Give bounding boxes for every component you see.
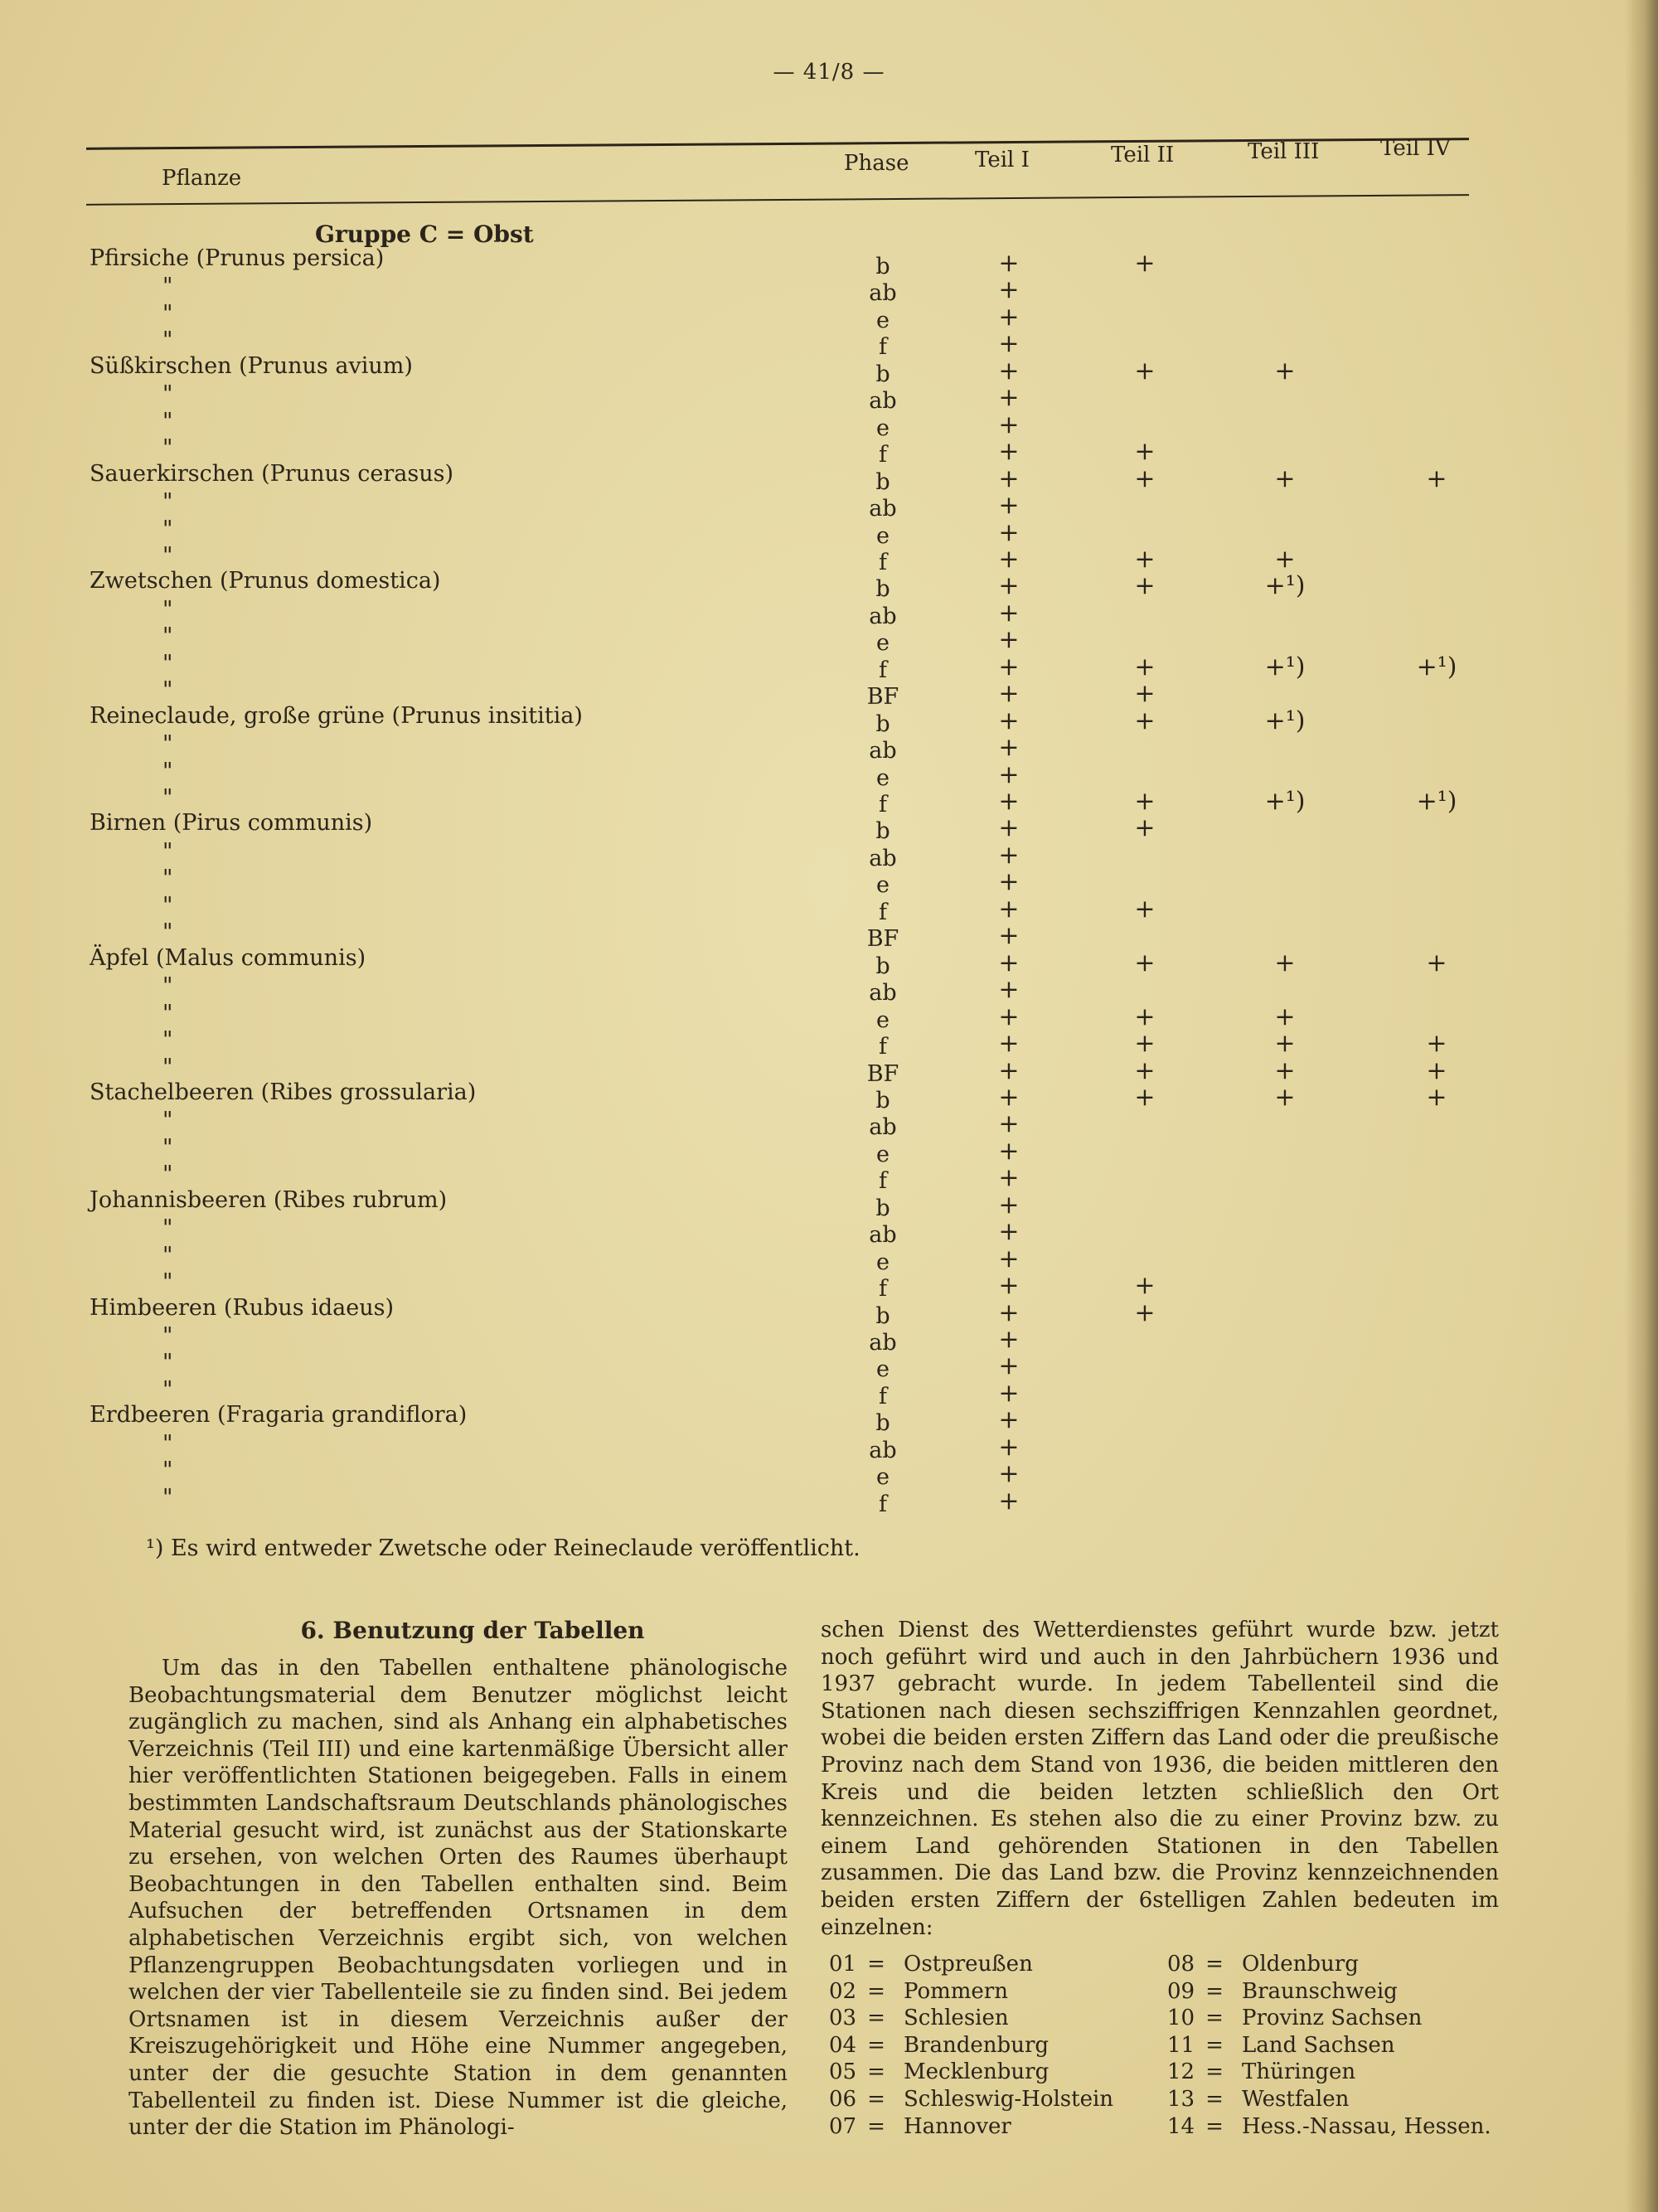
ditto-mark: " bbox=[162, 1162, 173, 1188]
province-code-list bbox=[829, 1952, 1509, 2141]
teil2-cell: + bbox=[1134, 813, 1156, 843]
teil1-cell: + bbox=[998, 1217, 1020, 1247]
phase-cell: e bbox=[876, 1007, 890, 1033]
teil1-cell: + bbox=[998, 1002, 1020, 1031]
teil1-cell: + bbox=[998, 1325, 1020, 1354]
phase-cell: ab bbox=[869, 980, 897, 1007]
table-row bbox=[0, 460, 1492, 495]
teil4-cell: + bbox=[1426, 1055, 1447, 1085]
table-row bbox=[0, 352, 1492, 387]
table-row bbox=[0, 568, 1492, 603]
table-row bbox=[0, 866, 1492, 899]
table-row bbox=[0, 1402, 1492, 1437]
province-code-number: 04 bbox=[829, 2032, 857, 2058]
teil1-cell: + bbox=[998, 975, 1020, 1005]
province-name: Westfalen bbox=[1242, 2086, 1350, 2112]
equals-sign: = bbox=[1205, 2113, 1224, 2139]
table-row bbox=[0, 1215, 1492, 1249]
header-teil4: Teil IV bbox=[1380, 136, 1451, 161]
ditto-mark: " bbox=[162, 596, 173, 623]
body-column-right bbox=[821, 1617, 1499, 1941]
teil1-cell: + bbox=[998, 598, 1020, 628]
phase-cell: b bbox=[875, 254, 890, 279]
phase-cell: ab bbox=[869, 1222, 897, 1249]
table-row bbox=[0, 1079, 1492, 1113]
teil3-cell: + bbox=[1274, 544, 1296, 574]
teil2-cell: + bbox=[1134, 1298, 1156, 1327]
phase-cell: ab bbox=[869, 738, 897, 764]
phase-cell: e bbox=[876, 1464, 890, 1491]
plant-name: Äpfel (Malus communis) bbox=[90, 944, 366, 971]
phase-cell: f bbox=[879, 442, 887, 468]
teil1-cell: + bbox=[998, 1405, 1020, 1435]
teil1-cell: + bbox=[998, 383, 1020, 413]
teil1-cell: + bbox=[998, 1109, 1020, 1139]
code-row bbox=[829, 2114, 1509, 2142]
ditto-mark: " bbox=[162, 1108, 173, 1134]
phase-cell: e bbox=[876, 415, 890, 441]
table-footnote: ¹) Es wird entweder Zwetsche oder Reineclaude veröffentlicht. bbox=[146, 1535, 861, 1561]
teil1-cell: + bbox=[998, 491, 1020, 521]
phase-cell: e bbox=[876, 1141, 890, 1167]
ditto-mark: " bbox=[162, 758, 173, 784]
province-code-number: 02 bbox=[829, 1978, 857, 2004]
teil4-cell: +¹) bbox=[1416, 652, 1457, 682]
province-name: Pommern bbox=[904, 1978, 1008, 2004]
teil2-cell: + bbox=[1134, 679, 1156, 709]
teil2-cell: + bbox=[1134, 437, 1156, 467]
equals-sign: = bbox=[867, 1978, 885, 2004]
teil2-cell: + bbox=[1134, 652, 1156, 682]
teil1-cell: + bbox=[998, 1432, 1020, 1462]
teil1-cell: + bbox=[998, 544, 1020, 574]
phase-cell: e bbox=[876, 764, 890, 791]
ditto-mark: " bbox=[162, 1134, 173, 1161]
table-row bbox=[0, 892, 1492, 925]
phase-cell: e bbox=[876, 522, 890, 549]
ditto-mark: " bbox=[162, 866, 173, 892]
table-row bbox=[0, 516, 1492, 549]
phase-cell: b bbox=[875, 1410, 890, 1437]
page-binding-edge bbox=[1625, 0, 1658, 2212]
teil3-cell: + bbox=[1274, 463, 1296, 493]
teil1-cell: + bbox=[998, 517, 1020, 547]
phase-cell: ab bbox=[869, 1330, 897, 1356]
teil2-cell: + bbox=[1134, 894, 1156, 924]
teil1-cell: + bbox=[998, 813, 1020, 843]
teil1-cell: + bbox=[998, 840, 1020, 870]
ditto-mark: " bbox=[162, 274, 173, 300]
teil3-cell: +¹) bbox=[1264, 787, 1306, 816]
ditto-mark: " bbox=[162, 973, 173, 1000]
phase-cell: f bbox=[879, 792, 887, 817]
code-row bbox=[829, 2006, 1509, 2033]
code-row bbox=[829, 1952, 1509, 1979]
ditto-mark: " bbox=[162, 785, 173, 811]
teil2-cell: + bbox=[1134, 249, 1156, 278]
teil1-cell: + bbox=[998, 437, 1020, 467]
ditto-mark: " bbox=[162, 1376, 173, 1403]
ditto-mark: " bbox=[162, 1323, 173, 1349]
teil4-cell: +¹) bbox=[1416, 787, 1457, 816]
province-code-number: 01 bbox=[829, 1952, 857, 1977]
province-name: Ostpreußen bbox=[904, 1952, 1033, 1977]
teil3-cell: + bbox=[1274, 1029, 1296, 1059]
teil1-cell: + bbox=[998, 1136, 1020, 1166]
phase-cell: ab bbox=[869, 603, 897, 629]
plant-name: Johannisbeeren (Ribes rubrum) bbox=[90, 1186, 448, 1213]
phase-cell: e bbox=[876, 872, 890, 899]
table-row bbox=[0, 1323, 1492, 1356]
ditto-mark: " bbox=[162, 1430, 173, 1457]
phase-cell: ab bbox=[869, 1114, 897, 1141]
phase-cell: ab bbox=[869, 496, 897, 522]
province-name: Braunschweig bbox=[1242, 1978, 1398, 2004]
table-row bbox=[0, 1484, 1492, 1517]
phase-cell: ab bbox=[869, 845, 897, 871]
province-name: Hess.-Nassau, Hessen. bbox=[1242, 2113, 1491, 2139]
table-row bbox=[0, 1458, 1492, 1491]
ditto-mark: " bbox=[162, 650, 173, 677]
phase-cell: f bbox=[879, 899, 887, 925]
ditto-mark: " bbox=[162, 408, 173, 434]
equals-sign: = bbox=[1205, 1978, 1224, 2004]
teil2-cell: + bbox=[1134, 1002, 1156, 1031]
teil1-cell: + bbox=[998, 625, 1020, 655]
teil1-cell: + bbox=[998, 356, 1020, 386]
teil1-cell: + bbox=[998, 1163, 1020, 1193]
phase-cell: f bbox=[879, 1034, 887, 1060]
teil2-cell: + bbox=[1134, 544, 1156, 574]
phase-cell: b bbox=[875, 953, 890, 979]
table-row bbox=[0, 623, 1492, 657]
table-row bbox=[0, 1186, 1492, 1221]
teil1-cell: + bbox=[998, 1190, 1020, 1220]
phase-cell: b bbox=[875, 1302, 890, 1329]
table-row bbox=[0, 650, 1492, 683]
phase-cell: b bbox=[875, 576, 890, 603]
province-name: Land Sachsen bbox=[1242, 2032, 1395, 2058]
teil2-cell: + bbox=[1134, 1271, 1156, 1301]
phase-cell: b bbox=[875, 711, 890, 737]
phase-cell: e bbox=[876, 307, 890, 333]
header-teil1: Teil I bbox=[975, 148, 1030, 172]
table-row bbox=[0, 300, 1492, 333]
table-header-rule bbox=[86, 194, 1469, 206]
teil1-cell: + bbox=[998, 1244, 1020, 1273]
teil3-cell: +¹) bbox=[1264, 652, 1306, 682]
phase-cell: ab bbox=[869, 1437, 897, 1463]
teil2-cell: + bbox=[1134, 1029, 1156, 1059]
teil4-cell: + bbox=[1426, 948, 1447, 977]
code-row bbox=[829, 2087, 1509, 2114]
teil1-cell: + bbox=[998, 1298, 1020, 1327]
teil1-cell: + bbox=[998, 679, 1020, 709]
province-code-number: 07 bbox=[829, 2113, 857, 2139]
teil3-cell: + bbox=[1274, 1055, 1296, 1085]
province-name: Schleswig-Holstein bbox=[904, 2086, 1114, 2112]
phase-cell: e bbox=[876, 1356, 890, 1383]
phase-cell: ab bbox=[869, 280, 897, 307]
plant-name: Sauerkirschen (Prunus cerasus) bbox=[90, 460, 454, 487]
province-code-number: 14 bbox=[1167, 2113, 1195, 2139]
teil2-cell: + bbox=[1134, 706, 1156, 735]
phase-cell: f bbox=[879, 1383, 887, 1409]
ditto-mark: " bbox=[162, 516, 173, 542]
table-row bbox=[0, 1000, 1492, 1033]
teil1-cell: + bbox=[998, 1271, 1020, 1301]
province-name: Schlesien bbox=[904, 2006, 1009, 2031]
teil4-cell: + bbox=[1426, 463, 1447, 493]
table-row bbox=[0, 810, 1492, 845]
table-row bbox=[0, 596, 1492, 629]
teil2-cell: + bbox=[1134, 356, 1156, 386]
phase-cell: f bbox=[879, 549, 887, 575]
equals-sign: = bbox=[1205, 2059, 1224, 2085]
ditto-mark: " bbox=[162, 1000, 173, 1026]
plant-name: Himbeeren (Rubus idaeus) bbox=[90, 1294, 395, 1321]
teil2-cell: + bbox=[1134, 948, 1156, 977]
table-row bbox=[0, 1242, 1492, 1275]
code-row bbox=[829, 1979, 1509, 2006]
teil1-cell: + bbox=[998, 410, 1020, 439]
plant-name: Reineclaude, große grüne (Prunus insititia) bbox=[90, 702, 583, 729]
table-row bbox=[0, 702, 1492, 737]
teil3-cell: +¹) bbox=[1264, 706, 1306, 735]
table-row bbox=[0, 758, 1492, 791]
phase-cell: f bbox=[879, 1276, 887, 1302]
equals-sign: = bbox=[1205, 2006, 1224, 2031]
teil1-cell: + bbox=[998, 329, 1020, 359]
table-row bbox=[0, 1134, 1492, 1167]
province-name: Thüringen bbox=[1242, 2059, 1356, 2085]
province-name: Oldenburg bbox=[1242, 1952, 1359, 1977]
table-row bbox=[0, 838, 1492, 871]
ditto-mark: " bbox=[162, 1054, 173, 1080]
teil1-cell: + bbox=[998, 463, 1020, 493]
section-title: 6. Benutzung der Tabellen bbox=[300, 1617, 645, 1644]
equals-sign: = bbox=[1205, 2032, 1224, 2058]
province-name: Provinz Sachsen bbox=[1242, 2006, 1423, 2031]
code-row bbox=[829, 2059, 1509, 2087]
teil1-cell: + bbox=[998, 867, 1020, 897]
phase-cell: f bbox=[879, 1168, 887, 1195]
ditto-mark: " bbox=[162, 1484, 173, 1511]
teil2-cell: + bbox=[1134, 463, 1156, 493]
teil1-cell: + bbox=[998, 921, 1020, 951]
teil1-cell: + bbox=[998, 1082, 1020, 1112]
province-code-number: 08 bbox=[1167, 1952, 1195, 1977]
paragraph-right: schen Dienst des Wetterdienstes geführt wurde bzw. jetzt noch geführt wird und auch in den Jahrbüchern 1936 und 1937 gebracht wurde. In jedem Tabellenteil sind die Stationen nach diesen sechsziffrigen Kennzahlen geordnet, wobei die beiden ersten Ziffern das Land oder die preußische Provinz nach dem Stand von 1936, die beiden mittleren den Kreis und die beiden letzten schließlich den Ort kennzeichnen. Es stehen also die zu einer Provinz bzw. zu einem Land gehörenden Stationen in den Tabellen zusammen. Die das Land bzw. die Provinz kennzeichnenden beiden ersten Ziffern der 6stelligen Zahlen bedeuten im einzelnen: bbox=[821, 1618, 1499, 1940]
phase-cell: e bbox=[876, 630, 890, 657]
phase-cell: b bbox=[875, 361, 890, 387]
teil4-cell: + bbox=[1426, 1029, 1447, 1059]
ditto-mark: " bbox=[162, 1215, 173, 1242]
ditto-mark: " bbox=[162, 327, 173, 354]
plant-name: Zwetschen (Prunus domestica) bbox=[90, 568, 441, 594]
phase-cell: BF bbox=[866, 926, 899, 953]
page-number: — 41/8 — bbox=[773, 60, 885, 85]
province-code-number: 03 bbox=[829, 2006, 857, 2031]
phase-cell: e bbox=[876, 1249, 890, 1275]
ditto-mark: " bbox=[162, 300, 173, 327]
teil1-cell: + bbox=[998, 706, 1020, 735]
table-row bbox=[0, 1108, 1492, 1141]
phase-cell: f bbox=[879, 657, 887, 683]
table-row bbox=[0, 1430, 1492, 1463]
teil2-cell: + bbox=[1134, 571, 1156, 601]
plant-name: Stachelbeeren (Ribes grossularia) bbox=[90, 1079, 477, 1105]
teil1-cell: + bbox=[998, 249, 1020, 278]
phase-cell: f bbox=[879, 1491, 887, 1517]
table-row bbox=[0, 1294, 1492, 1329]
teil1-cell: + bbox=[998, 787, 1020, 816]
province-code-number: 11 bbox=[1167, 2032, 1195, 2058]
plant-name: Erdbeeren (Fragaria grandiflora) bbox=[90, 1402, 468, 1429]
ditto-mark: " bbox=[162, 623, 173, 650]
table-row bbox=[0, 381, 1492, 415]
teil3-cell: + bbox=[1274, 1082, 1296, 1112]
province-name: Brandenburg bbox=[904, 2032, 1050, 2058]
equals-sign: = bbox=[867, 2032, 885, 2058]
teil3-cell: + bbox=[1274, 1002, 1296, 1031]
equals-sign: = bbox=[1205, 1952, 1224, 1977]
header-teil3: Teil III bbox=[1248, 139, 1320, 164]
teil1-cell: + bbox=[998, 759, 1020, 789]
ditto-mark: " bbox=[162, 1242, 173, 1269]
ditto-mark: " bbox=[162, 919, 173, 946]
teil1-cell: + bbox=[998, 733, 1020, 763]
equals-sign: = bbox=[867, 2006, 885, 2031]
phase-cell: f bbox=[879, 334, 887, 361]
phase-cell: ab bbox=[869, 388, 897, 415]
province-code-number: 12 bbox=[1167, 2059, 1195, 2085]
equals-sign: = bbox=[867, 2113, 885, 2139]
ditto-mark: " bbox=[162, 542, 173, 569]
table-row bbox=[0, 274, 1492, 307]
province-code-number: 13 bbox=[1167, 2086, 1195, 2112]
phase-cell: b bbox=[875, 468, 890, 495]
code-row bbox=[829, 2033, 1509, 2060]
teil2-cell: + bbox=[1134, 787, 1156, 816]
equals-sign: = bbox=[867, 1952, 885, 1977]
province-code-number: 10 bbox=[1167, 2006, 1195, 2031]
phase-cell: BF bbox=[866, 1060, 899, 1087]
teil2-cell: + bbox=[1134, 1055, 1156, 1085]
table-row bbox=[0, 731, 1492, 764]
table-row bbox=[0, 489, 1492, 522]
teil1-cell: + bbox=[998, 1055, 1020, 1085]
table-row bbox=[0, 973, 1492, 1007]
table-row bbox=[0, 1350, 1492, 1383]
province-name: Hannover bbox=[904, 2113, 1011, 2139]
plant-name: Birnen (Pirus communis) bbox=[90, 810, 373, 837]
teil3-cell: + bbox=[1274, 948, 1296, 977]
teil1-cell: + bbox=[998, 894, 1020, 924]
plant-name: Süßkirschen (Prunus avium) bbox=[90, 352, 413, 379]
table-row bbox=[0, 408, 1492, 441]
ditto-mark: " bbox=[162, 1458, 173, 1484]
phase-cell: b bbox=[875, 1195, 890, 1221]
teil1-cell: + bbox=[998, 1029, 1020, 1059]
ditto-mark: " bbox=[162, 435, 173, 462]
ditto-mark: " bbox=[162, 838, 173, 865]
ditto-mark: " bbox=[162, 731, 173, 758]
teil1-cell: + bbox=[998, 948, 1020, 977]
province-code-number: 09 bbox=[1167, 1978, 1195, 2004]
teil1-cell: + bbox=[998, 1486, 1020, 1516]
province-name: Mecklenburg bbox=[904, 2059, 1050, 2085]
header-phase: Phase bbox=[844, 151, 909, 176]
teil4-cell: + bbox=[1426, 1082, 1447, 1112]
table-row bbox=[0, 1027, 1492, 1060]
header-teil2: Teil II bbox=[1111, 143, 1175, 167]
teil3-cell: + bbox=[1274, 356, 1296, 386]
ditto-mark: " bbox=[162, 1269, 173, 1296]
equals-sign: = bbox=[867, 2059, 885, 2085]
phase-cell: b bbox=[875, 1087, 890, 1113]
header-plant: Pflanze bbox=[162, 166, 242, 191]
province-code-number: 05 bbox=[829, 2059, 857, 2085]
teil1-cell: + bbox=[998, 652, 1020, 682]
teil1-cell: + bbox=[998, 302, 1020, 332]
teil2-cell: + bbox=[1134, 1082, 1156, 1112]
ditto-mark: " bbox=[162, 677, 173, 704]
phase-cell: b bbox=[875, 818, 890, 845]
body-column-left bbox=[128, 1655, 788, 2142]
group-title: Gruppe C = Obst bbox=[315, 221, 534, 248]
teil1-cell: + bbox=[998, 1459, 1020, 1489]
table-row bbox=[0, 245, 1492, 279]
plant-name: Pfirsiche (Prunus persica) bbox=[90, 245, 385, 271]
ditto-mark: " bbox=[162, 892, 173, 919]
equals-sign: = bbox=[1205, 2086, 1224, 2112]
paragraph-left: Um das in den Tabellen enthaltene phänologische Beobachtungsmaterial dem Benutzer möglichst leicht zugänglich zu machen, sind als Anhang ein alphabetisches Verzeichnis (Teil III) und eine kartenmäßige Übersicht aller hier veröffentlichten Stationen beigegeben. Falls in einem bestimmten Landschaftsraum Deutschlands phänologisches Material gesucht wird, ist zunächst aus der Stationskarte zu ersehen, von welchen Orten des Raumes überhaupt Beobachtungen in den Tabellen enthalten sind. Beim Aufsuchen der betreffenden Ortsnamen in dem alphabetischen Verzeichnis ergibt sich, von welchen Pflanzengruppen Beobachtungsdaten vorliegen und in welchen der vier Tabellenteile sie zu finden sind. Bei jedem Ortsnamen ist in diesem Verzeichnis außer der Kreiszugehörigkeit und Höhe eine Nummer angegeben, unter der die gesuchte Station in dem genannten Tabellenteil zu finden ist. Diese Nummer ist die gleiche, unter der die Station im Phänologi- bbox=[128, 1656, 788, 2141]
teil1-cell: + bbox=[998, 275, 1020, 305]
province-code-number: 06 bbox=[829, 2086, 857, 2112]
ditto-mark: " bbox=[162, 489, 173, 516]
teil1-cell: + bbox=[998, 1378, 1020, 1408]
equals-sign: = bbox=[867, 2086, 885, 2112]
teil1-cell: + bbox=[998, 1351, 1020, 1381]
ditto-mark: " bbox=[162, 1350, 173, 1376]
ditto-mark: " bbox=[162, 381, 173, 408]
table-row bbox=[0, 944, 1492, 979]
phase-cell: BF bbox=[866, 684, 899, 711]
ditto-mark: " bbox=[162, 1027, 173, 1054]
teil1-cell: + bbox=[998, 571, 1020, 601]
teil3-cell: +¹) bbox=[1264, 571, 1306, 601]
